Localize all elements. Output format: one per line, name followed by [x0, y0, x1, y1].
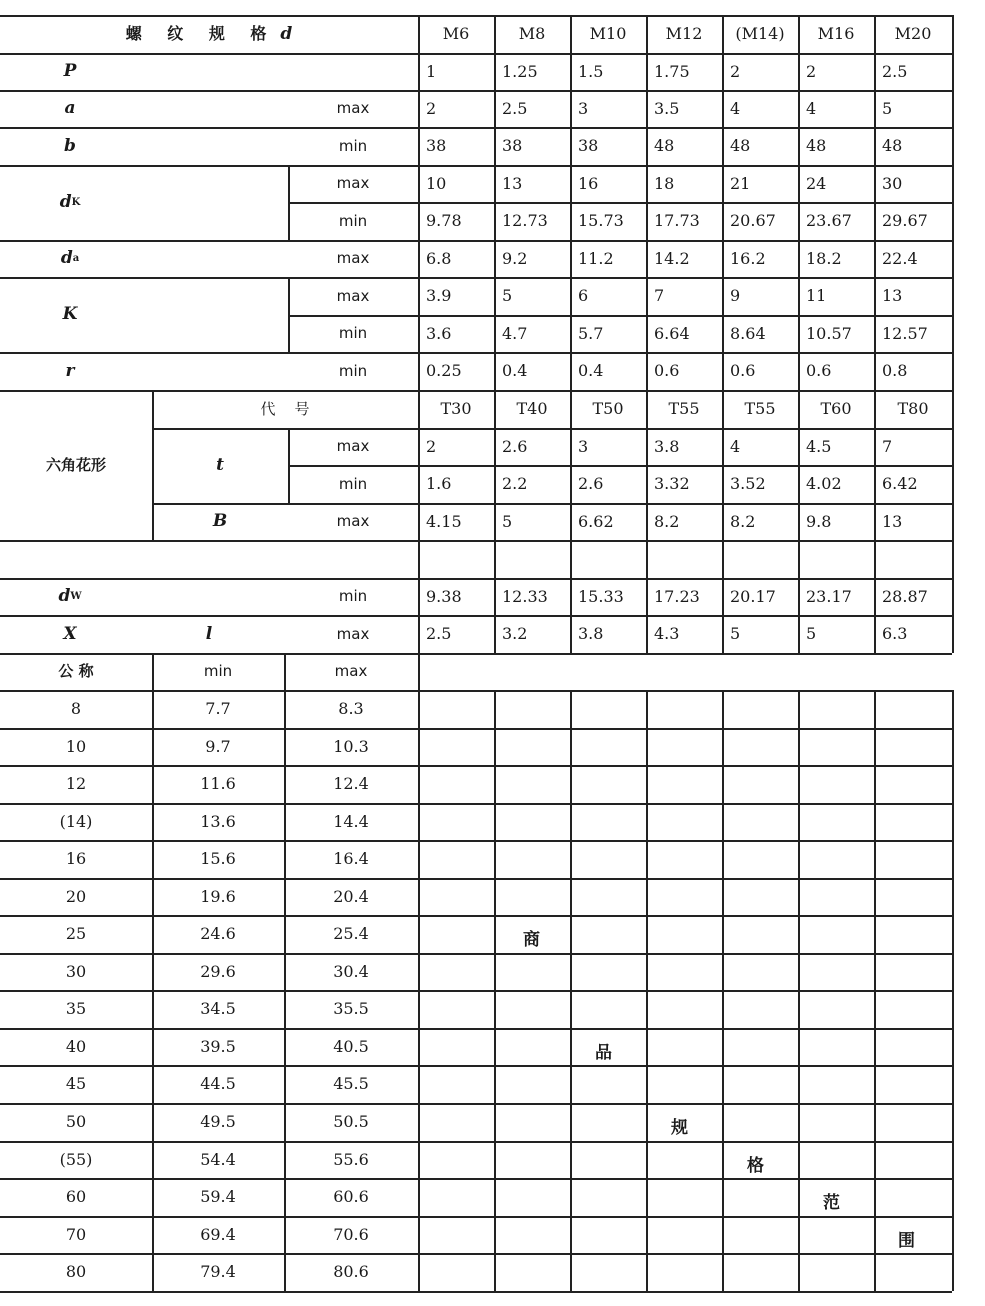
drive-code: T80 [897, 399, 929, 418]
value-cell: 2 [426, 436, 437, 456]
value-cell: 5 [502, 511, 513, 531]
range-boundary [418, 1065, 646, 1067]
value-cell: 8.2 [730, 511, 756, 531]
value-cell: 0.4 [578, 361, 604, 380]
value-cell: 3.9 [426, 286, 452, 305]
nominal-length: 70 [65, 1224, 87, 1244]
value-cell: 5 [806, 624, 817, 643]
parameter-symbol: d [60, 248, 73, 268]
value-cell: 2.5 [426, 624, 452, 643]
value-cell: 4.3 [654, 624, 680, 643]
nominal-length: 16 [65, 849, 87, 868]
value-cell: 48 [730, 136, 751, 155]
value-cell: 8.2 [654, 511, 680, 531]
value-cell: 12.57 [882, 323, 928, 343]
value-cell: 11.2 [578, 248, 614, 268]
code-label: 代 号 [260, 399, 310, 418]
drive-code: T30 [440, 399, 472, 418]
parameter-label [0, 578, 140, 615]
max-length: 16.4 [333, 849, 369, 868]
value-cell: 15.33 [578, 586, 624, 606]
limit-label: max [336, 624, 370, 643]
size-header: M16 [817, 24, 855, 43]
drive-code: T40 [516, 399, 548, 418]
value-cell: 48 [654, 136, 675, 155]
range-grid-rule [418, 915, 952, 917]
header-label: 螺 纹 规 格 [125, 24, 277, 43]
size-header: M12 [665, 24, 703, 43]
nominal-length: 12 [65, 774, 87, 793]
value-cell: 48 [806, 136, 827, 155]
value-cell: 11 [806, 286, 827, 305]
drive-code: T55 [668, 399, 700, 418]
table-rule [0, 540, 952, 542]
range-grid-rule [418, 728, 952, 730]
value-cell: 9.78 [426, 211, 462, 230]
nominal-length: 35 [65, 999, 87, 1018]
value-cell: 0.6 [654, 361, 680, 380]
value-cell: 0.8 [882, 361, 908, 380]
limit-label: max [336, 99, 370, 117]
parameter-label [0, 90, 140, 127]
size-header: M6 [442, 24, 470, 43]
limit-label: min [338, 324, 368, 342]
value-cell: 4 [730, 98, 741, 118]
nominal-length: 10 [65, 736, 87, 756]
min-length: 34.5 [200, 999, 236, 1018]
parameter-label [0, 277, 140, 352]
range-grid-rule [952, 690, 954, 1291]
range-note-char: 品 [595, 1043, 612, 1063]
range-boundary [646, 1065, 648, 1141]
value-cell: 1.75 [654, 61, 690, 81]
min-length: 13.6 [200, 811, 236, 831]
parameter-symbol: X [63, 623, 77, 644]
min-length: 39.5 [200, 1036, 236, 1056]
min-length: 19.6 [200, 886, 236, 906]
value-cell: 4.15 [426, 511, 462, 531]
max-length: 40.5 [333, 1036, 369, 1056]
value-cell: 14.2 [654, 248, 690, 268]
max-length: 25.4 [333, 924, 369, 943]
min-length: 79.4 [200, 1262, 236, 1281]
nominal-length: 60 [65, 1187, 87, 1206]
parameter-label [0, 352, 140, 390]
value-cell: 3.8 [654, 436, 680, 456]
parameter-symbol: a [64, 98, 76, 118]
value-cell: 12.73 [502, 211, 548, 230]
range-grid-rule [418, 1216, 952, 1218]
value-cell: 2.6 [578, 474, 604, 493]
size-header: M8 [518, 24, 546, 43]
limit-label: max [336, 437, 370, 455]
value-cell: 5 [730, 624, 741, 643]
max-length: 30.4 [333, 961, 369, 981]
max-length: 20.4 [333, 886, 369, 906]
range-grid-rule [722, 690, 724, 1291]
parameter-symbol: K [62, 304, 78, 324]
min-length: 11.6 [200, 774, 236, 793]
range-note-char: 规 [671, 1118, 688, 1138]
value-cell: 5.7 [578, 323, 604, 343]
drive-code: T55 [744, 399, 776, 418]
limit-label: max [336, 286, 370, 305]
nominal-label: 公 称 [58, 662, 94, 680]
value-cell: 9.8 [806, 511, 832, 531]
value-cell: 4 [730, 436, 741, 456]
min-length: 49.5 [200, 1112, 236, 1131]
value-cell: 4.5 [806, 436, 832, 456]
value-cell: 0.4 [502, 361, 528, 380]
column-rule [952, 15, 954, 653]
hexalobular-label: 六角花形 [45, 455, 106, 474]
value-cell: 38 [426, 136, 447, 155]
parameter-subscript: K [71, 196, 81, 208]
value-cell: 7 [882, 436, 893, 456]
value-cell: 9.2 [502, 248, 528, 268]
range-grid-rule [418, 1103, 952, 1105]
value-cell: 6.62 [578, 511, 614, 531]
drive-code: T60 [820, 399, 852, 418]
limit-label: min [338, 136, 368, 155]
limit-label: max [336, 249, 370, 267]
min-length: 15.6 [200, 849, 236, 868]
nominal-length: (14) [59, 811, 93, 831]
value-cell: 5 [502, 286, 513, 305]
value-cell: 4 [806, 98, 817, 118]
min-length: 44.5 [200, 1074, 236, 1093]
value-cell: 3.32 [654, 474, 690, 493]
value-cell: 18.2 [806, 248, 842, 268]
value-cell: 38 [578, 136, 599, 155]
value-cell: 3.5 [654, 98, 680, 118]
value-cell: 0.6 [730, 361, 756, 380]
value-cell: 2.6 [502, 436, 528, 456]
value-cell: 3 [578, 436, 589, 456]
value-cell: 8.64 [730, 323, 766, 343]
value-cell: 1.6 [426, 474, 452, 493]
max-length: 12.4 [333, 774, 369, 793]
value-cell: 5 [882, 98, 893, 118]
min-length: 7.7 [205, 699, 231, 718]
parameter-symbol: d [59, 192, 72, 212]
nominal-length: 8 [70, 699, 82, 718]
value-cell: 17.73 [654, 211, 700, 230]
value-cell: 6.42 [882, 474, 918, 493]
value-cell: 2.2 [502, 474, 528, 493]
range-grid-rule [874, 690, 876, 1291]
value-cell: 16 [578, 173, 599, 193]
limit-label: min [338, 361, 368, 380]
value-cell: 20.17 [730, 586, 776, 606]
value-cell: 22.4 [882, 248, 918, 268]
value-cell: 23.17 [806, 586, 852, 606]
max-length: 70.6 [333, 1224, 369, 1244]
range-note-char: 格 [747, 1156, 764, 1176]
value-cell: 10.57 [806, 323, 852, 343]
thread-spec-header [0, 15, 418, 53]
value-cell: 21 [730, 173, 751, 193]
value-cell: 28.87 [882, 586, 928, 606]
nominal-length: (55) [59, 1149, 93, 1169]
header-symbol: d [280, 23, 293, 44]
range-grid-rule [494, 690, 496, 1291]
range-grid-rule [798, 690, 800, 1291]
value-cell: 2 [806, 61, 817, 81]
nominal-length: 25 [65, 924, 87, 943]
value-cell: 3.2 [502, 624, 528, 643]
parameter-label [0, 127, 140, 165]
nominal-length: 45 [65, 1074, 87, 1093]
parameter-label [0, 240, 140, 277]
limit-label: min [338, 211, 368, 230]
value-cell: 24 [806, 173, 827, 193]
range-grid-rule [418, 690, 420, 1291]
value-cell: 6.64 [654, 323, 690, 343]
width-symbol: B [212, 511, 228, 531]
value-cell: 9 [730, 286, 741, 305]
min-length: 59.4 [200, 1187, 236, 1206]
limit-label: max [334, 662, 368, 680]
range-grid-rule [418, 878, 952, 880]
range-note-char: 范 [823, 1193, 840, 1213]
value-cell: 13 [882, 511, 903, 531]
value-cell: 3.8 [578, 624, 604, 643]
limit-label: max [336, 174, 370, 192]
min-length: 9.7 [205, 736, 231, 756]
limit-label: min [203, 662, 233, 680]
value-cell: 1 [426, 61, 437, 81]
value-cell: 17.23 [654, 586, 700, 606]
value-cell: 1.5 [578, 61, 604, 81]
value-cell: 2 [730, 61, 741, 81]
range-grid-rule [418, 803, 952, 805]
value-cell: 4.02 [806, 474, 842, 493]
size-header: M10 [589, 24, 627, 43]
range-grid-rule [418, 1028, 952, 1030]
parameter-subscript: W [70, 590, 82, 602]
range-grid-rule [418, 990, 952, 992]
value-cell: 20.67 [730, 211, 776, 230]
value-cell: 2.5 [882, 61, 908, 81]
value-cell: 1.25 [502, 61, 538, 81]
drive-code: T50 [592, 399, 624, 418]
value-cell: 29.67 [882, 211, 928, 230]
range-grid-rule [418, 840, 952, 842]
value-cell: 6 [578, 286, 589, 305]
value-cell: 48 [882, 136, 903, 155]
value-cell: 38 [502, 136, 523, 155]
max-length: 45.5 [333, 1074, 369, 1093]
limit-label: max [336, 512, 370, 530]
min-length: 29.6 [200, 961, 236, 981]
value-cell: 7 [654, 286, 665, 305]
depth-symbol: t [216, 455, 224, 475]
value-cell: 23.67 [806, 211, 852, 230]
range-grid-rule [418, 1253, 952, 1255]
value-cell: 9.38 [426, 586, 462, 606]
value-cell: 6.3 [882, 624, 908, 643]
range-grid-rule [418, 690, 952, 692]
size-header: (M14) [735, 24, 785, 43]
value-cell: 16.2 [730, 248, 766, 268]
max-length: 8.3 [338, 699, 364, 718]
min-length: 54.4 [200, 1149, 236, 1169]
value-cell: 15.73 [578, 211, 624, 230]
value-cell: 18 [654, 173, 675, 193]
value-cell: 2 [426, 98, 437, 118]
value-cell: 13 [502, 173, 523, 193]
value-cell: 6.8 [426, 248, 452, 268]
parameter-symbol: b [64, 135, 76, 156]
limit-label: min [338, 474, 368, 493]
range-grid-rule [570, 690, 572, 1291]
limit-label: min [338, 587, 368, 605]
range-grid-rule [418, 953, 952, 955]
length-row-rule [0, 1291, 418, 1293]
size-header: M20 [894, 24, 932, 43]
nominal-length: 50 [65, 1112, 87, 1131]
range-grid-rule [418, 765, 952, 767]
max-length: 14.4 [333, 811, 369, 831]
nominal-length: 20 [65, 886, 87, 906]
value-cell: 2.5 [502, 98, 528, 118]
length-symbol: l [205, 623, 213, 644]
range-grid-rule [418, 1291, 952, 1293]
value-cell: 13 [882, 286, 903, 305]
min-length: 24.6 [200, 924, 236, 943]
max-length: 60.6 [333, 1187, 369, 1206]
parameter-symbol: d [58, 586, 71, 606]
value-cell: 0.25 [426, 361, 462, 380]
nominal-length: 30 [65, 961, 87, 981]
value-cell: 10 [426, 173, 447, 193]
max-length: 55.6 [333, 1149, 369, 1169]
range-note-char: 围 [898, 1231, 915, 1251]
nominal-length: 40 [65, 1036, 87, 1056]
min-length: 69.4 [200, 1224, 236, 1244]
parameter-subscript: a [72, 252, 80, 264]
range-grid-rule [646, 690, 648, 1291]
range-grid-rule [418, 1178, 952, 1180]
parameter-symbol: r [65, 360, 75, 381]
value-cell: 30 [882, 173, 903, 193]
parameter-symbol: P [63, 61, 77, 81]
max-length: 80.6 [333, 1262, 369, 1281]
max-length: 35.5 [333, 999, 369, 1018]
range-note-char: 商 [523, 930, 540, 950]
value-cell: 4.7 [502, 323, 528, 343]
parameter-label [0, 165, 140, 240]
max-length: 50.5 [333, 1112, 369, 1131]
parameter-label [0, 53, 140, 90]
range-grid-rule [418, 1141, 952, 1143]
max-length: 10.3 [333, 736, 369, 756]
value-cell: 3.52 [730, 474, 766, 493]
value-cell: 0.6 [806, 361, 832, 380]
nominal-length: 80 [65, 1262, 87, 1281]
value-cell: 3 [578, 98, 589, 118]
value-cell: 12.33 [502, 586, 548, 606]
value-cell: 3.6 [426, 323, 452, 343]
